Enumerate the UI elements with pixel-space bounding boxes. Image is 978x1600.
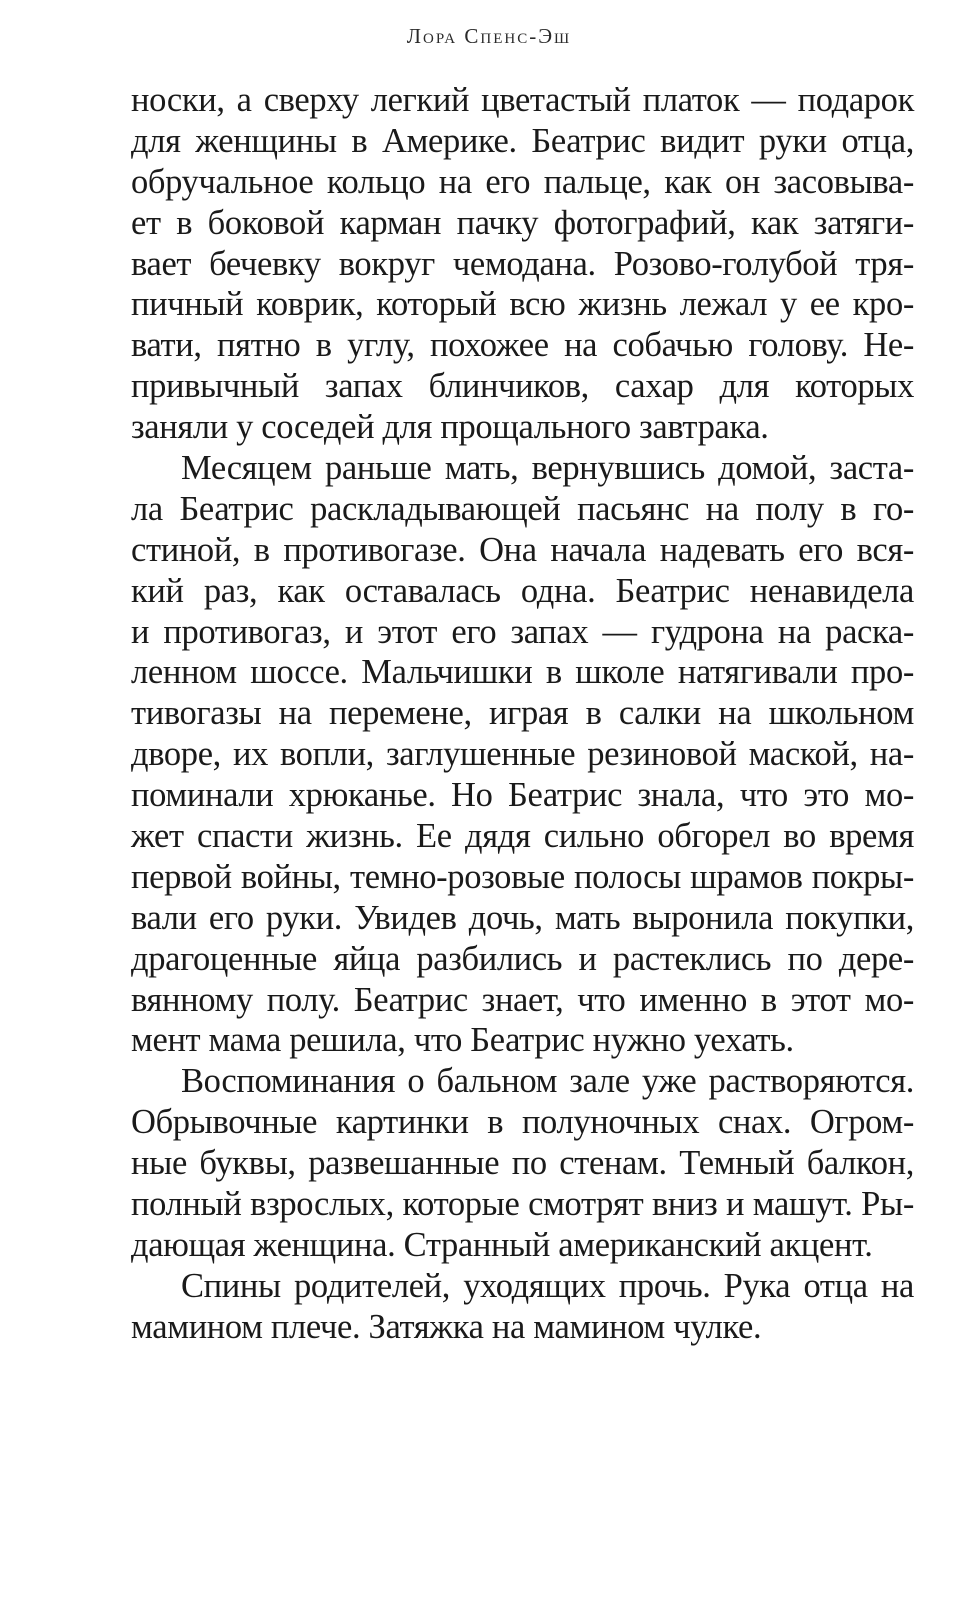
- text-line: кий раз, как оставалась одна. Беатрис ненавидела: [131, 571, 914, 610]
- text-line: носки, а сверху легкий цветастый платок — подарок: [131, 81, 914, 119]
- text-line: ет в боковой карман пачку фотографий, как затяги-: [131, 203, 914, 242]
- text-line: тивогазы на перемене, играя в салки на школьном: [131, 694, 914, 733]
- text-line: и противогаз, и этот его запах — гудрона на раска-: [131, 612, 914, 651]
- text-line: вали его руки. Увидев дочь, мать выронила покупки,: [131, 898, 914, 937]
- text-line: Воспоминания о бальном зале уже растворяются.: [181, 1062, 914, 1101]
- text-line: первой войны, темно-розовые полосы шрамов покры-: [131, 857, 914, 896]
- text-line: привычный запах блинчиков, сахар для которых: [131, 367, 914, 406]
- text-line: полный взрослых, которые смотрят вниз и машут. Ры-: [131, 1185, 914, 1224]
- text-line: заняли у соседей для прощального завтрака.: [131, 408, 769, 447]
- text-line: мент мама решила, что Беатрис нужно уехать.: [131, 1021, 794, 1060]
- text-line: Спины родителей, уходящих прочь. Рука отца на: [181, 1266, 914, 1305]
- paragraph: [131, 448, 914, 1061]
- text-line: вает бечевку вокруг чемодана. Розово-голубой тря-: [131, 244, 914, 283]
- text-line: дворе, их вопли, заглушенные резиновой маской, на-: [131, 735, 914, 774]
- text-line: Обрывочные картинки в полуночных снах. Огром-: [131, 1103, 914, 1142]
- text-line: мамином плече. Затяжка на мамином чулке.: [131, 1307, 762, 1346]
- text-line: дающая женщина. Странный американский акцент.: [131, 1225, 873, 1264]
- text-line: Месяцем раньше мать, вернувшись домой, заста-: [181, 449, 914, 488]
- text-line: ленном шоссе. Мальчишки в школе натягивали про-: [131, 653, 914, 692]
- paragraph: [131, 1061, 914, 1265]
- running-head: Лора Спенс-Эш: [406, 24, 572, 48]
- text-line: обручальное кольцо на его пальце, как он засовыва-: [131, 162, 914, 201]
- text-line: жет спасти жизнь. Ее дядя сильно обгорел во время: [131, 817, 914, 856]
- text-line: вати, пятно в углу, похожее на собачью голову. Не-: [131, 326, 914, 365]
- text-line: драгоценные яйца разбились и растеклись по дере-: [131, 939, 914, 978]
- text-line: пичный коврик, который всю жизнь лежал у ее кро-: [131, 285, 914, 324]
- paragraph: [131, 80, 914, 448]
- text-line: поминали хрюканье. Но Беатрис знала, что это мо-: [131, 776, 914, 815]
- text-line: стиной, в противогазе. Она начала надевать его вся-: [131, 530, 914, 569]
- text-line: ла Беатрис раскладывающей пасьянс на полу в го-: [131, 489, 914, 528]
- text-line: для женщины в Америке. Беатрис видит руки отца,: [131, 121, 914, 160]
- body-text: [131, 80, 914, 1348]
- text-line: ные буквы, развешанные по стенам. Темный балкон,: [131, 1144, 914, 1183]
- paragraph: [131, 1266, 914, 1348]
- text-line: вянному полу. Беатрис знает, что именно в этот мо-: [131, 980, 914, 1019]
